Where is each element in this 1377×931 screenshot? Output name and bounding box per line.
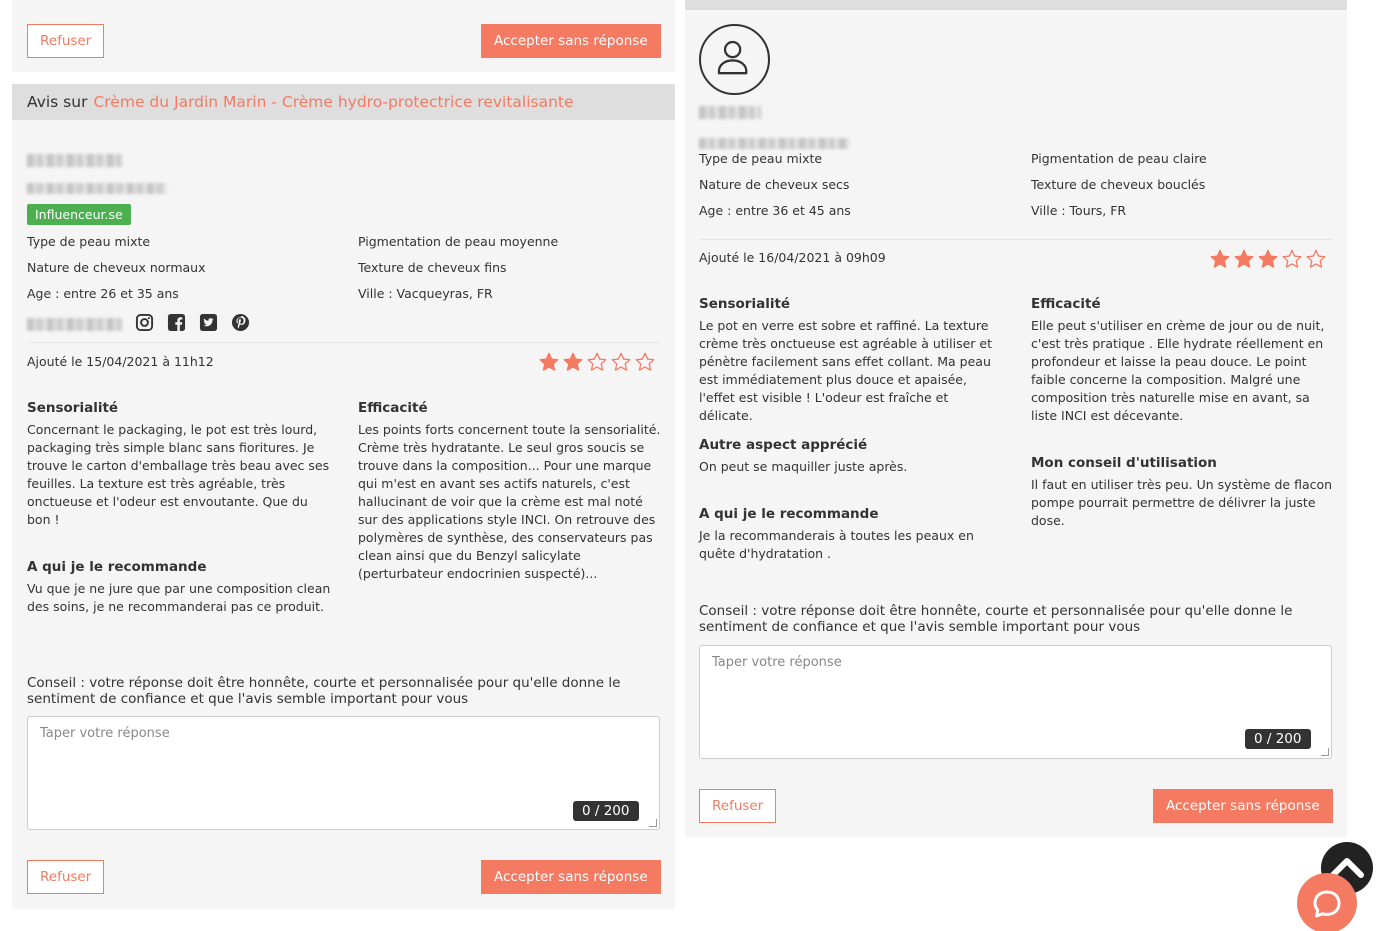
recommend-text: Vu que je ne jure que par une composition clean des soins, je ne recommanderai pas ce produit. (27, 581, 331, 614)
review-date: Ajouté le 15/04/2021 à 11h12 (27, 354, 214, 369)
sensoriality-text: Le pot en verre est sobre et raffiné. La texture crème très onctueuse est agréable à utiliser et pénètre facilement sans effet collant. Ma peau est immédiatement plus douce et apaisée, l'effet est visible ! L'odeur est fraîche et délicate. (699, 318, 993, 423)
star-empty-icon (1305, 248, 1327, 270)
refuse-button[interactable]: Refuser (27, 860, 104, 894)
refuse-button[interactable]: Refuser (27, 24, 104, 58)
recommend-text: Je la recommanderais à toutes les peaux en quête d'hydratation . (699, 528, 974, 561)
recommend-title: A qui je le recommande (699, 506, 879, 522)
usage-tip-text: Il faut en utiliser très peu. Un système de flacon pompe pourrait permettre de délivrer la juste dose. (1031, 477, 1333, 528)
star-filled-icon (1209, 248, 1231, 270)
hair-nature: Nature de cheveux secs (699, 177, 850, 192)
chat-bubble-icon (1297, 873, 1357, 931)
resize-handle[interactable] (649, 819, 657, 827)
previous-review-card (12, 0, 675, 72)
reply-textarea[interactable] (27, 716, 660, 830)
accept-without-reply-button[interactable]: Accepter sans réponse (481, 24, 661, 58)
skin-pigmentation: Pigmentation de peau moyenne (358, 234, 559, 249)
other-aspect-text: On peut se maquiller juste après. (699, 459, 908, 474)
social-links (135, 313, 250, 332)
reply-advice: Conseil : votre réponse doit être honnête, courte et personnalisée pour qu'elle donne le sentiment de confiance et que l'avis semble important pour vous (27, 675, 621, 707)
hair-texture: Texture de cheveux bouclés (1031, 177, 1206, 192)
star-filled-icon (1257, 248, 1279, 270)
age: Age : entre 36 et 45 ans (699, 203, 851, 218)
reviewer-info-blurred (27, 183, 167, 194)
reply-textarea[interactable] (699, 645, 1332, 759)
review-card-right (685, 0, 1347, 837)
hair-nature: Nature de cheveux normaux (27, 260, 206, 275)
efficacy-title: Efficacité (1031, 296, 1101, 312)
reviewer-name-blurred (27, 154, 122, 167)
twitter-icon[interactable] (199, 313, 218, 332)
reviewer-name-blurred (699, 106, 761, 119)
skin-type: Type de peau mixte (27, 234, 151, 249)
review-header-cut (685, 0, 1347, 10)
skin-pigmentation: Pigmentation de peau claire (1031, 151, 1207, 166)
pinterest-icon[interactable] (231, 313, 250, 332)
accept-without-reply-button[interactable]: Accepter sans réponse (1153, 789, 1333, 823)
refuse-button[interactable]: Refuser (699, 789, 776, 823)
usage-tip-title: Mon conseil d'utilisation (1031, 455, 1217, 471)
star-empty-icon (1281, 248, 1303, 270)
sensoriality-title: Sensorialité (27, 400, 119, 416)
efficacy-text: Elle peut s'utiliser en crème de jour ou de nuit, c'est très pratique . Elle hydrate réellement en profondeur et laisse la peau douce. Le point faible concerne la composition. Malgré une composition très naturelle mise en avant, sa liste INCI est décevante. (1031, 318, 1325, 423)
review-date: Ajouté le 16/04/2021 à 09h09 (699, 250, 886, 265)
city: Ville : Vacqueyras, FR (358, 286, 493, 301)
review-card-left (12, 84, 675, 909)
divider (27, 342, 660, 343)
city: Ville : Tours, FR (1031, 203, 1127, 218)
accept-without-reply-button[interactable]: Accepter sans réponse (481, 860, 661, 894)
skin-type: Type de peau mixte (699, 151, 823, 166)
divider (699, 239, 1332, 240)
instagram-icon[interactable] (135, 313, 154, 332)
efficacy-text: Les points forts concernent toute la sensorialité. Crème très hydratante. Le seul gros soucis se trouve dans la composition... Pour une marque qui m'est en avant ses actifs naturels, c'est hallucinant de voir que la crème est mal noté sur des applications style INCI. On retrouve des polymères de synthèse, des conservateurs pas clean ainsi que du Benzyl salicylate (perturbateur endocrinien suspecté)... (358, 422, 661, 581)
star-filled-icon (1233, 248, 1255, 270)
chat-button[interactable] (1297, 873, 1357, 931)
influencer-badge: Influenceur.se (27, 204, 131, 225)
char-counter: 0 / 200 (573, 801, 639, 821)
reply-placeholder: Taper votre réponse (40, 726, 170, 741)
sensoriality-title: Sensorialité (699, 296, 791, 312)
facebook-icon[interactable] (167, 313, 186, 332)
char-counter: 0 / 200 (1245, 729, 1311, 749)
recommend-title: A qui je le recommande (27, 559, 207, 575)
reviewer-info-blurred (699, 138, 849, 149)
star-filled-icon (562, 351, 584, 373)
review-header (12, 84, 675, 120)
user-avatar-icon (699, 24, 770, 95)
star-filled-icon (538, 351, 560, 373)
other-aspect-title: Autre aspect apprécié (699, 437, 868, 453)
reply-placeholder: Taper votre réponse (712, 655, 842, 670)
rating-stars (538, 351, 656, 373)
hair-texture: Texture de cheveux fins (358, 260, 507, 275)
star-empty-icon (586, 351, 608, 373)
star-empty-icon (634, 351, 656, 373)
product-link[interactable]: Crème du Jardin Marin - Crème hydro-protectrice revitalisante (93, 93, 574, 111)
star-empty-icon (610, 351, 632, 373)
rating-stars (1209, 248, 1327, 270)
resize-handle[interactable] (1321, 748, 1329, 756)
reply-advice: Conseil : votre réponse doit être honnête, courte et personnalisée pour qu'elle donne le sentiment de confiance et que l'avis semble important pour vous (699, 603, 1293, 635)
review-header-prefix: Avis sur (27, 93, 88, 111)
efficacy-title: Efficacité (358, 400, 428, 416)
age: Age : entre 26 et 35 ans (27, 286, 179, 301)
sensoriality-text: Concernant le packaging, le pot est très lourd, packaging très simple blanc sans fioritures. Je trouve le carton d'emballage très beau avec ses feuilles. La texture est très agréable, très onctueuse et l'odeur est envoutante. Que du bon ! (27, 422, 330, 527)
reviewer-handle-blurred (27, 318, 122, 331)
